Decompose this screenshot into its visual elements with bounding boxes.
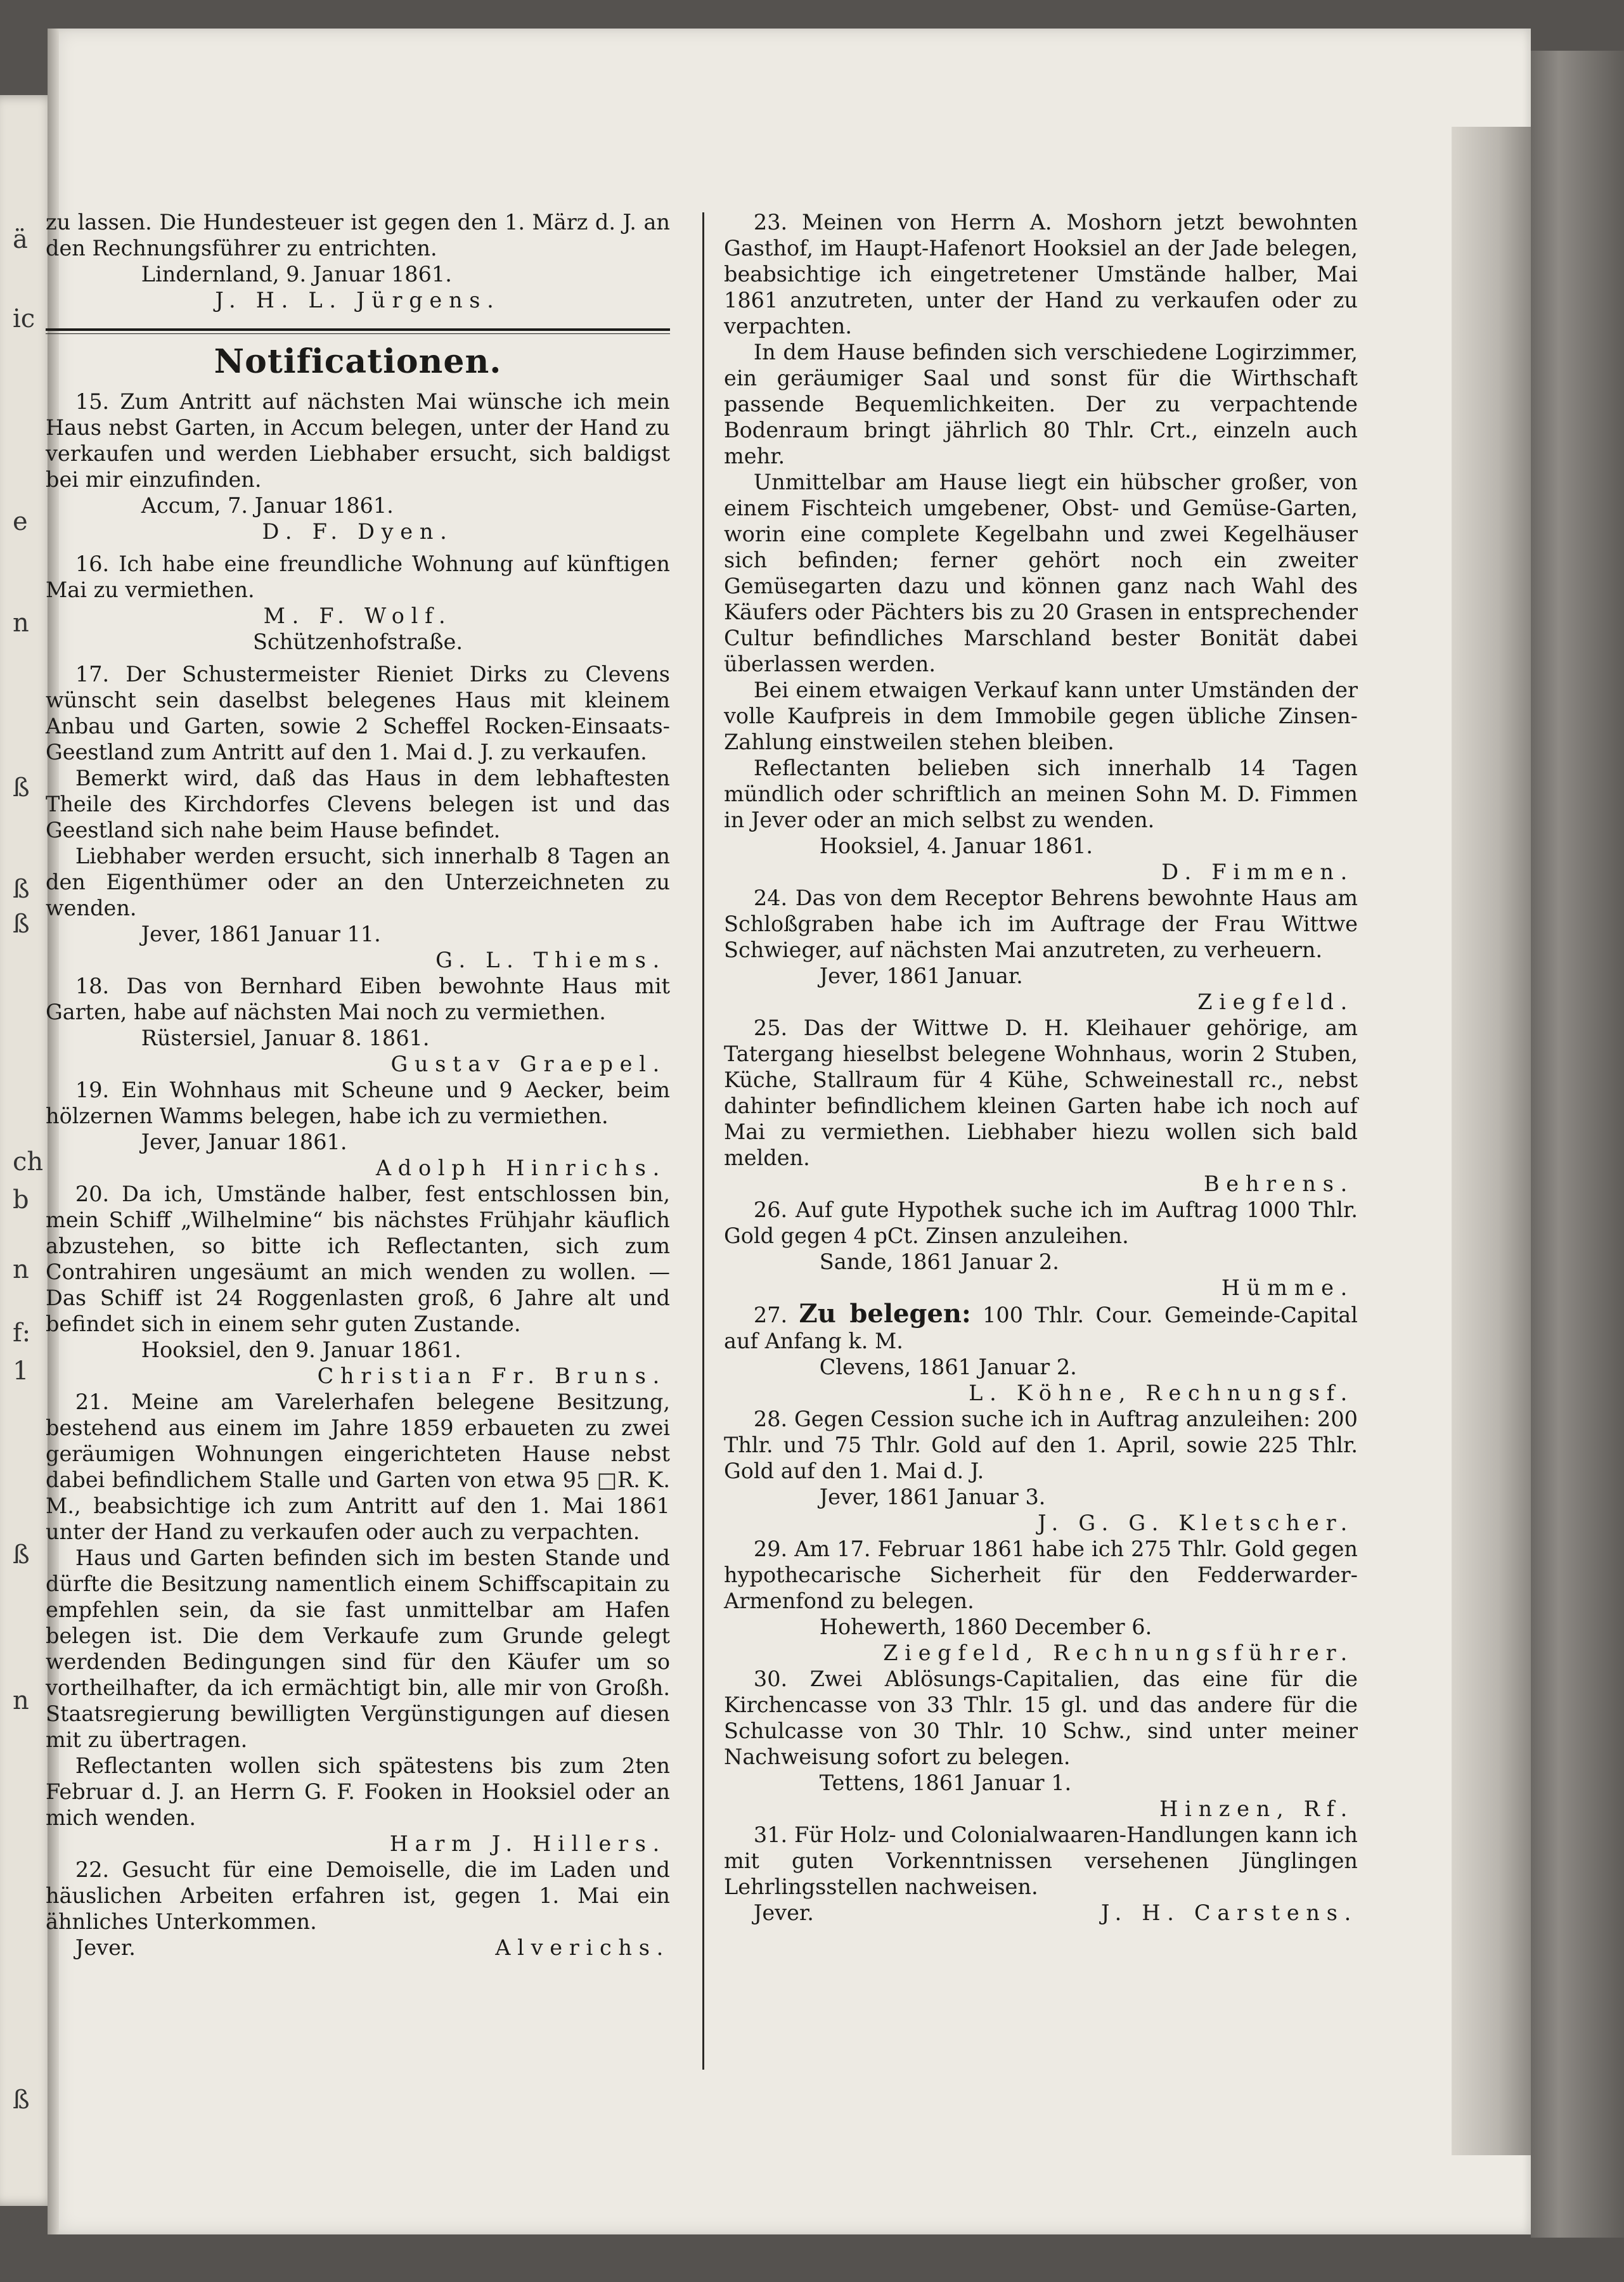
notice-15-signature: D. F. Dyen. (262, 519, 454, 544)
notice-29: 29. Am 17. Februar 1861 habe ich 275 Thlr. Gold gegen hypothecarische Sicherheit für den Fedderwarder-Armenfond zu belegen. (724, 1537, 1358, 1613)
column-divider (702, 212, 704, 2070)
margin-letter: n (13, 1255, 29, 1284)
margin-letter: n (13, 609, 29, 638)
notice-23: 23. Meinen von Herrn A. Moshorn jetzt bewohnten Gasthof, im Haupt-Hafenort Hooksiel an der Jade belegen, beabsichtige ich eingetretener Umstände halber, Mai 1861 anzutreten, unter der Hand zu verkaufen oder zu verpachten. (724, 210, 1358, 338)
section-heading: Notificationen. (214, 342, 502, 381)
margin-letter: ch (13, 1147, 44, 1176)
notice-21-p2: Haus und Garten befinden sich im besten Stande und dürfte die Besitzung namentlich einem Schiffscapitain zu empfehlen sein, da sie fast unmittelbar am Hafen belegen ist. Die dem Verkaufe zum Grunde gelegt werdenden Bedingungen sind für den Käufer um so vortheilhafter, da ich ermächtigt bin, alle mir von Großh. Staatsregierung bewilligten Vergünstigungen auf diesen mit zu übertragen. (46, 1545, 670, 1752)
margin-letter: ß (13, 1540, 30, 1570)
notice-21-signature: Harm J. Hillers. (389, 1831, 666, 1856)
notice-30-date: Tettens, 1861 Januar 1. (819, 1770, 1072, 1795)
notice-28: 28. Gegen Cession suche ich in Auftrag anzuleihen: 200 Thlr. und 75 Thlr. Gold auf den 1. April, sowie 225 Thlr. Gold auf den 1. Mai d. J. (724, 1407, 1358, 1483)
notice-29-signature: Ziegfeld, Rechnungsführer. (883, 1641, 1354, 1665)
notice-24-signature: Ziegfeld. (1197, 990, 1354, 1014)
notice-23-signature: D. Fimmen. (1161, 860, 1354, 884)
notice-28-signature: J. G. G. Kletscher. (1038, 1511, 1354, 1535)
book-cover-edge (1531, 51, 1624, 2238)
notice-23-p5: Reflectanten belieben sich innerhalb 14 Tagen mündlich oder schriftlich an meinen Sohn M. D. Fimmen in Jever oder an mich selbst zu wenden. (724, 756, 1358, 832)
right-column (724, 209, 1358, 1926)
notice-25: 25. Das der Wittwe D. H. Kleihauer gehörige, am Tatergang hieselbst belegene Wohnhaus, worin 2 Stuben, Küche, Stallraum für 4 Kühe, Schweinestall rc., nebst dahinter befindlichem kleinen Garten habe ich noch auf Mai zu vermiethen. Liebhaber hiezu wollen sich bald melden. (724, 1015, 1358, 1170)
margin-letter: f: (13, 1318, 31, 1348)
notice-20: 20. Da ich, Umstände halber, fest entschlossen bin, mein Schiff „Wilhelmine“ bis nächstes Frühjahr käuflich abzustehen, so bitte ich Reflectanten, sich zum Contrahiren ungesäumt an mich wenden zu wollen. — Das Schiff ist 24 Roggenlasten groß, 6 Jahre alt und befindet sich in einem sehr guten Zustande. (46, 1182, 670, 1336)
notice-31: 31. Für Holz- und Colonialwaaren-Handlungen kann ich mit guten Vorkenntnissen versehenen Jünglingen Lehrlingsstellen nachweisen. (724, 1822, 1358, 1899)
margin-letter: ä (13, 225, 28, 254)
notice-18: 18. Das von Bernhard Eiben bewohnte Haus mit Garten, habe auf nächsten Mai noch zu vermiethen. (46, 974, 670, 1024)
notice-27-keyword: Zu belegen: (799, 1299, 971, 1329)
notice-24: 24. Das von dem Receptor Behrens bewohnte Haus am Schloßgraben habe ich im Auftrage der Frau Wittwe Schwieger, auf nächsten Mai anzutreten, zu verheuern. (724, 886, 1358, 962)
notice-22: 22. Gesucht für eine Demoiselle, die im Laden und häuslichen Arbeiten erfahren ist, gegen 1. Mai ein ähnliches Unterkommen. (46, 1857, 670, 1934)
margin-letter: ß (13, 910, 30, 939)
section-rule (46, 328, 670, 334)
notice-19-signature: Adolph Hinrichs. (375, 1156, 666, 1180)
notice-17-p2: Bemerkt wird, daß das Haus in dem lebhaftesten Theile des Kirchdorfes Clevens belegen ist und das Geestland sich nahe beim Hause befindet. (46, 766, 670, 842)
notice-20-signature: Christian Fr. Bruns. (317, 1363, 666, 1388)
margin-letter: b (13, 1185, 29, 1215)
notice-23-p2: In dem Hause befinden sich verschiedene Logirzimmer, ein geräumiger Saal und sonst für die Wirthschaft passende Bequemlichkeiten. Der zu verpachtende Bodenraum bringt jährlich 80 Thlr. Crt., einzeln auch mehr. (724, 340, 1358, 468)
notice-27 (724, 1301, 1358, 1354)
notice-28-date: Jever, 1861 Januar 3. (819, 1485, 1046, 1509)
notice-19: 19. Ein Wohnhaus mit Scheune und 9 Aecker, beim hölzernen Wamms belegen, habe ich zu vermiethen. (46, 1078, 670, 1128)
notice-16: 16. Ich habe eine freundliche Wohnung auf künftigen Mai zu vermiethen. (46, 551, 670, 602)
notice-22-place: Jever. (75, 1935, 136, 1960)
notice-27-number: 27. (753, 1303, 788, 1327)
notice-27-signature: L. Köhne, Rechnungsf. (969, 1381, 1354, 1405)
notice-30-signature: Hinzen, Rf. (1159, 1796, 1354, 1821)
binding-shadow (1452, 127, 1531, 2155)
notice-23-p3: Unmittelbar am Hause liegt ein hübscher großer, von einem Fischteich umgebener, Obst- und Gemüse-Garten, worin eine complete Kegelbahn und zwei Kegelhäuser sich befinden; ferner gehört noch ein zweiter Gemüsegarten dazu und können ganz nach Wahl des Käufers oder Pächters bis zu 20 Grasen in entsprechender Cultur befindliches Marschland bester Bonität dabei überlassen werden. (724, 470, 1358, 676)
notice-21: 21. Meine am Varelerhafen belegene Besitzung, bestehend aus einem im Jahre 1859 erbaueten zu zwei geräumigen Wohnungen eingerichteten Hause nebst dabei befindlichem Stalle und Garten von etwa 95 □R. K. M., beabsichtige ich zum Antritt auf den 1. Mai 1861 unter der Hand zu verkaufen oder auch zu verpachten. (46, 1389, 670, 1544)
notice-15-date: Accum, 7. Januar 1861. (141, 493, 394, 518)
top-date: Lindernland, 9. Januar 1861. (141, 262, 452, 287)
notice-16-address: Schützenhofstraße. (252, 629, 463, 654)
notice-21-p3: Reflectanten wollen sich spätestens bis zum 2ten Februar d. J. an Herrn G. F. Fooken in Hooksiel oder an mich wenden. (46, 1753, 670, 1830)
top-text: zu lassen. Die Hundesteuer ist gegen den 1. März d. J. an den Rechnungsführer zu entrichten. (46, 210, 670, 261)
margin-letter: e (13, 507, 28, 536)
notice-31-place: Jever. (753, 1900, 814, 1925)
notice-17-signature: G. L. Thiems. (435, 948, 666, 972)
notice-29-date: Hohewerth, 1860 December 6. (819, 1615, 1152, 1639)
notice-26-signature: Hümme. (1221, 1275, 1354, 1300)
margin-letter: ic (13, 304, 35, 333)
margin-letter: ß (13, 2085, 30, 2115)
notice-30: 30. Zwei Ablösungs-Capitalien, das eine für die Kirchencasse von 33 Thlr. 15 gl. und das andere für die Schulcasse von 30 Thlr. 10 Schw., sind unter meiner Nachweisung sofort zu belegen. (724, 1666, 1358, 1769)
notice-27-date: Clevens, 1861 Januar 2. (819, 1355, 1077, 1379)
notice-25-signature: Behrens. (1203, 1171, 1354, 1196)
notice-26-date: Sande, 1861 Januar 2. (819, 1249, 1059, 1274)
notice-26: 26. Auf gute Hypothek suche ich im Auftrag 1000 Thlr. Gold gegen 4 pCt. Zinsen anzuleihen. (724, 1197, 1358, 1248)
notice-24-date: Jever, 1861 Januar. (819, 964, 1023, 988)
notice-19-date: Jever, Januar 1861. (141, 1130, 347, 1154)
margin-letter: n (13, 1686, 29, 1715)
notice-17-date: Jever, 1861 Januar 11. (141, 922, 381, 946)
notice-15: 15. Zum Antritt auf nächsten Mai wünsche ich mein Haus nebst Garten, in Accum belegen, unter der Hand zu verkaufen und werden Liebhaber ersucht, sich baldigst bei mir einzufinden. (46, 389, 670, 492)
left-column (46, 209, 670, 1961)
notice-27-text: 100 Thlr. Cour. Gemeinde-Capital auf Anfang k. M. (724, 1303, 1358, 1353)
margin-letter: ß (13, 875, 30, 904)
notice-17-p3: Liebhaber werden ersucht, sich innerhalb 8 Tagen an den Eigenthümer oder an den Unterzeichneten zu wenden. (46, 844, 670, 920)
notice-18-signature: Gustav Graepel. (390, 1052, 666, 1076)
notice-23-p4: Bei einem etwaigen Verkauf kann unter Umständen der volle Kaufpreis in dem Immobile gegen übliche Zinsen-Zahlung einstweilen stehen bleiben. (724, 678, 1358, 754)
margin-letter: ß (13, 773, 30, 803)
notice-16-signature: M. F. Wolf. (263, 603, 453, 628)
notice-20-date: Hooksiel, den 9. Januar 1861. (141, 1338, 461, 1362)
notice-18-date: Rüstersiel, Januar 8. 1861. (141, 1026, 430, 1050)
notice-31-signature: J. H. Carstens. (1101, 1900, 1358, 1925)
notice-17: 17. Der Schustermeister Rieniet Dirks zu Clevens wünscht sein daselbst belegenes Haus mit kleinem Anbau und Garten, sowie 2 Scheffel Rocken-Einsaats-Geestland zum Antritt auf den 1. Mai d. J. zu verkaufen. (46, 662, 670, 764)
notice-22-signature: Alverichs. (495, 1935, 670, 1960)
notice-23-date: Hooksiel, 4. Januar 1861. (819, 834, 1093, 858)
top-signature: J. H. L. Jürgens. (215, 288, 501, 313)
margin-letter: 1 (13, 1357, 29, 1386)
